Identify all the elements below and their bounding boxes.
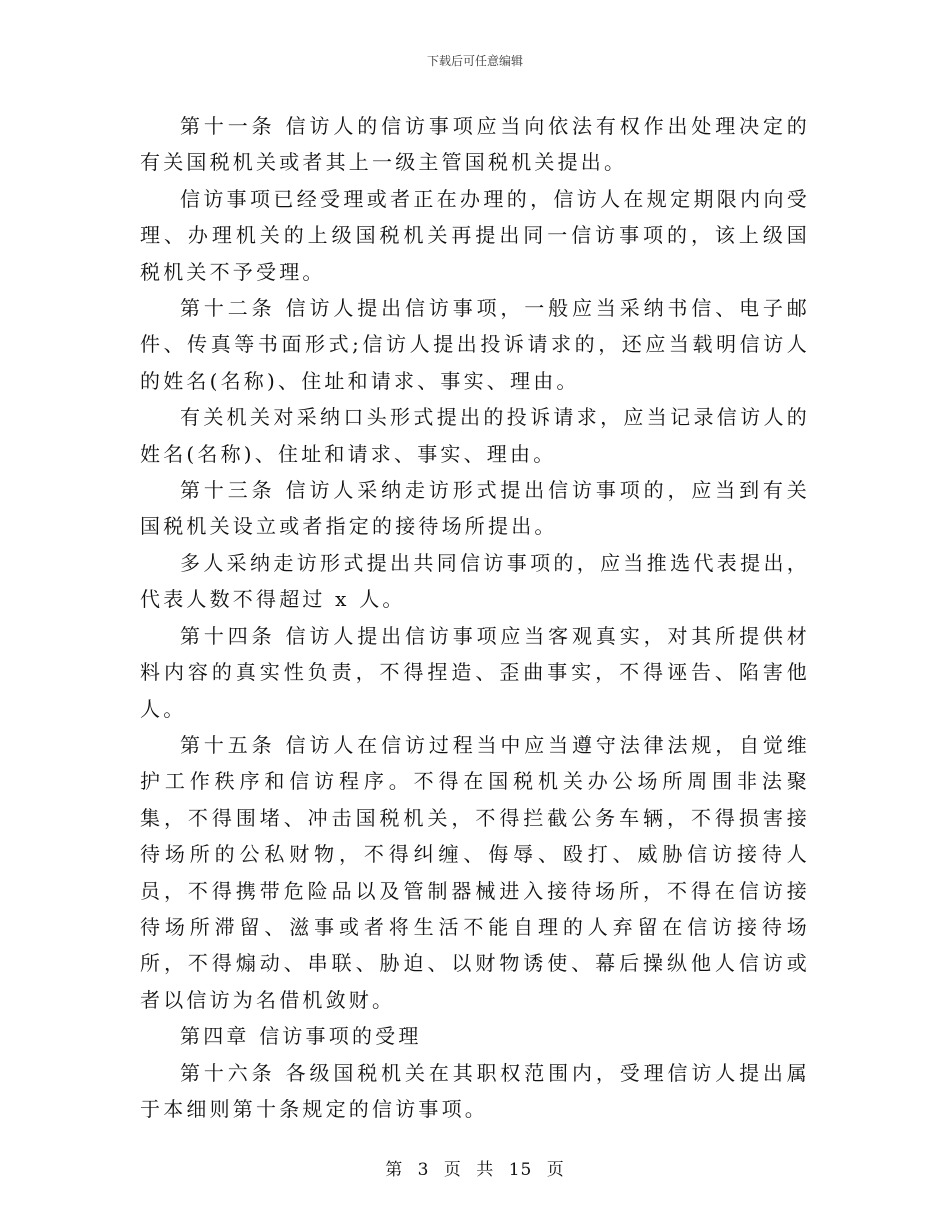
paragraph-article-15: 第十五条 信访人在信访过程当中应当遵守法律法规，自觉维护工作秩序和信访程序。不得在国税机关办公场所周围非法聚集，不得围堵、冲击国税机关，不得拦截公务车辆，不得损害接待场所的公私财物，不得纠缠、侮辱、殴打、威胁信访接待人员，不得携带危险品以及管制器械进入接待场所，不得在信访接待场所滞留、滋事或者将生活不能自理的人弃留在信访接待场所，不得煽动、串联、胁迫、以财物诱使、幕后操纵他人信访或者以信访为名借机敛财。: [140, 732, 810, 1012]
paragraph-article-13-clause-2: 多人采纳走访形式提出共同信访事项的，应当推选代表提出，代表人数不得超过 x 人。: [140, 550, 810, 612]
paragraph-article-11: 第十一条 信访人的信访事项应当向依法有权作出处理决定的有关国税机关或者其上一级主管国税机关提出。: [140, 114, 810, 175]
total-label: 共: [476, 1160, 495, 1180]
chapter-heading: 第四章 信访事项的受理: [180, 1024, 422, 1049]
document-body: [140, 108, 810, 1127]
paragraph-article-12-clause-2: 有关机关对采纳口头形式提出的投诉请求，应当记录信访人的姓名(名称)、住址和请求、事实、理由。: [140, 405, 810, 466]
paragraph-article-14: 第十四条 信访人提出信访事项应当客观真实，对其所提供材料内容的真实性负责，不得捏造、歪曲事实，不得诬告、陷害他人。: [140, 623, 810, 721]
page-header: 下载后可任意编辑: [426, 54, 523, 68]
page-footer: [0, 1155, 950, 1180]
total-pages-number: 15: [508, 1160, 533, 1180]
current-page-number: 3: [417, 1160, 430, 1180]
paragraph-article-13: 第十三条 信访人采纳走访形式提出信访事项的，应当到有关国税机关设立或者指定的接待场所提出。: [140, 478, 810, 539]
page-label-mid: 页: [443, 1160, 462, 1180]
paragraph-article-12: 第十二条 信访人提出信访事项，一般应当采纳书信、电子邮件、传真等书面形式;信访人提出投诉请求的，还应当载明信访人的姓名(名称)、住址和请求、事实、理由。: [140, 296, 810, 393]
paragraph-article-16: 第十六条 各级国税机关在其职权范围内，受理信访人提出属于本细则第十条规定的信访事项。: [140, 1060, 810, 1121]
paragraph-article-11-clause-2: 信访事项已经受理或者正在办理的，信访人在规定期限内向受理、办理机关的上级国税机关再提出同一信访事项的，该上级国税机关不予受理。: [140, 186, 810, 284]
page-label-suffix: 页: [546, 1160, 565, 1180]
page-label-prefix: 第: [385, 1160, 404, 1180]
